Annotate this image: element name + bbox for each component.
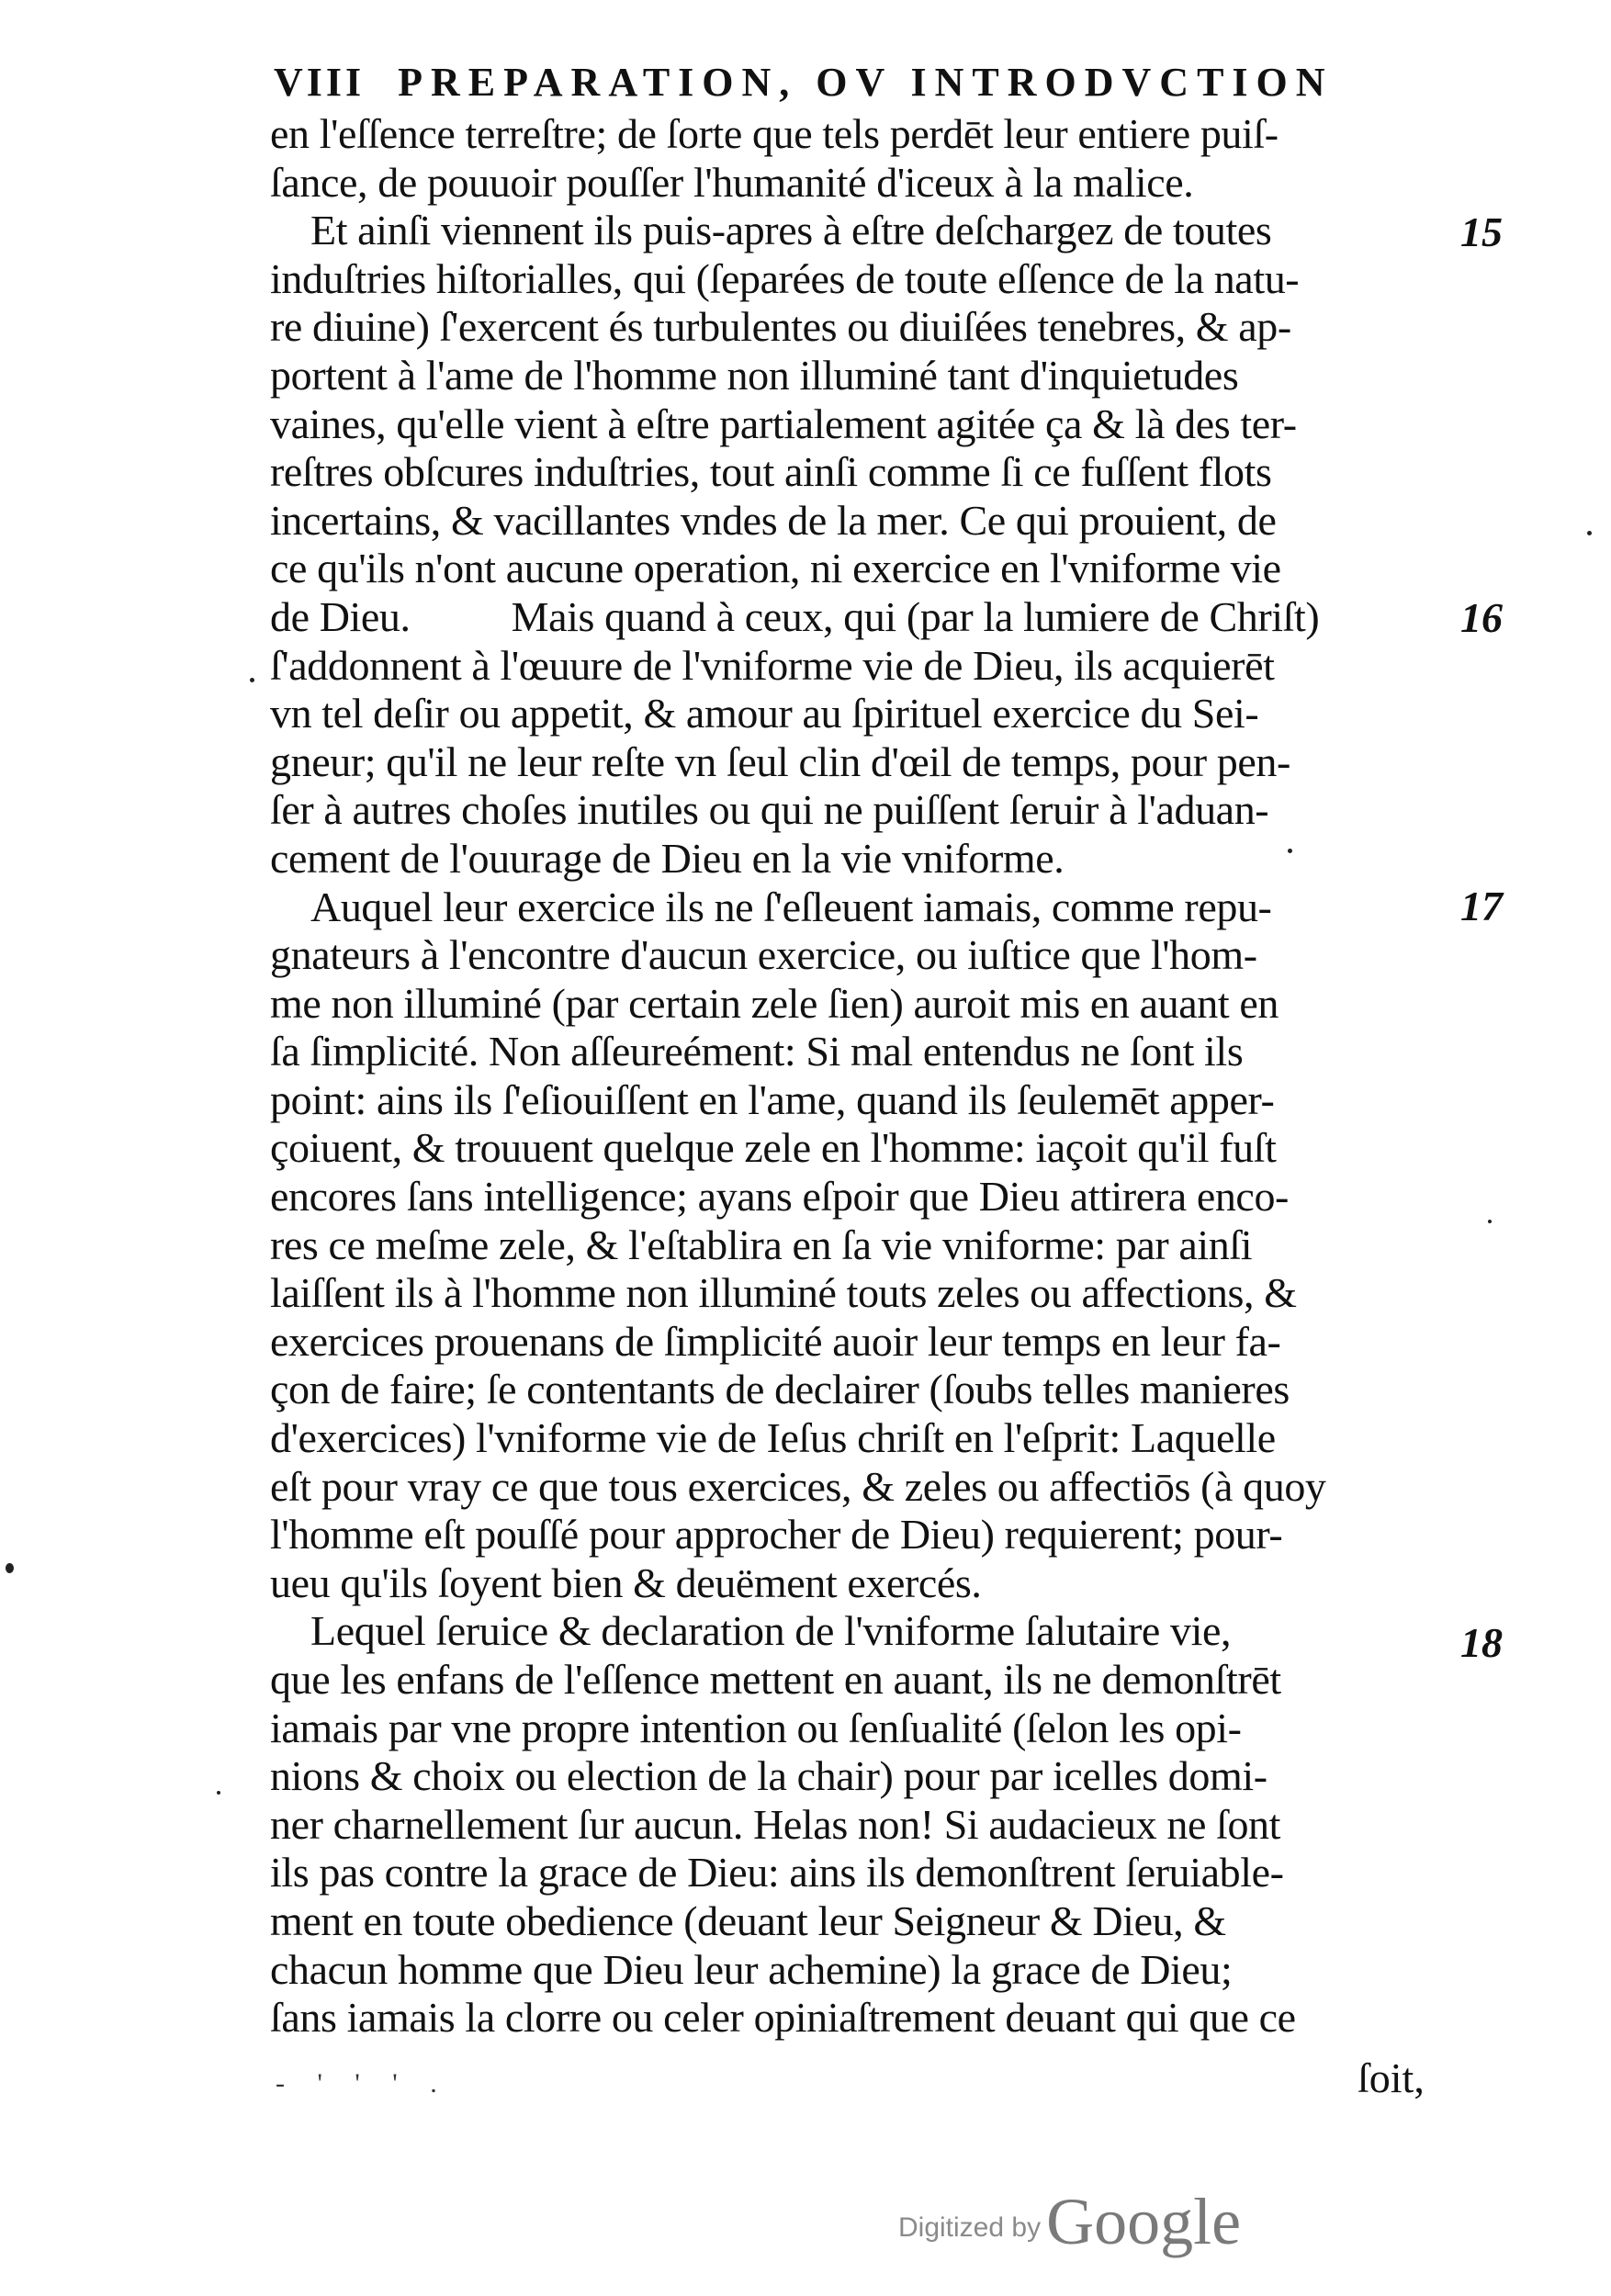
text-line: nions & choix ou election de la chair) pour par icelles domi- xyxy=(270,1752,1267,1800)
text-line-split xyxy=(270,593,1446,642)
ink-speck xyxy=(1587,531,1592,535)
ink-speck xyxy=(217,1791,220,1795)
running-head xyxy=(274,59,1334,114)
watermark-prefix: Digitized by xyxy=(898,2212,1042,2243)
text-line: ner charnellement ſur aucun. Helas non! Si audacieux ne ſont xyxy=(270,1800,1281,1848)
text-line: gneur; qu'il ne leur reſte vn ſeul clin d'œil de temps, pour pen- xyxy=(270,737,1290,785)
text-line: point: ains ils ſ'eſiouiſſent en l'ame, quand ils ſeulemēt apper- xyxy=(270,1075,1275,1123)
text-line: ment en toute obedience (deuant leur Seigneur & Dieu, & xyxy=(270,1896,1226,1944)
text-line: iamais par vne propre intention ou ſenſualité (ſelon les opi- xyxy=(270,1704,1242,1751)
ink-speck xyxy=(1288,849,1292,853)
text-line: l'homme eſt pouſſé pour approcher de Dieu) requierent; pour- xyxy=(270,1511,1283,1559)
text-line: portent à l'ame de l'homme non illuminé tant d'inquietudes xyxy=(270,351,1239,399)
text-line: que les enfans de l'eſſence mettent en auant, ils ne demonſtrēt xyxy=(270,1656,1281,1703)
text-line: encores ſans intelligence; ayans eſpoir que Dieu attirera enco- xyxy=(270,1173,1289,1221)
text-line: ſans iamais la clorre ou celer opiniaſtrement deuant qui que ce xyxy=(270,1994,1296,2042)
text-line: ce qu'ils n'ont aucune operation, ni exercice en l'vniforme vie xyxy=(270,545,1281,592)
text-line: ſa ſimplicité. Non aſſeureément: Si mal entendus ne ſont ils xyxy=(270,1028,1244,1075)
text-line: cement de l'ouurage de Dieu en la vie vniforme. xyxy=(270,834,1065,882)
text-line: gnateurs à l'encontre d'aucun exercice, ou iuſtice que l'hom- xyxy=(270,931,1257,979)
text-line: chacun homme que Dieu leur achemine) la grace de Dieu; xyxy=(270,1945,1233,1993)
google-logo: Google xyxy=(1046,2185,1242,2258)
margin-verse-number: 16 xyxy=(1460,594,1503,641)
text-line: laiſſent ils à l'homme non illuminé touts zeles ou affections, & xyxy=(270,1269,1297,1317)
text-line-part: de Dieu. xyxy=(270,592,411,640)
text-line: çoiuent, & trouuent quelque zele en l'homme: iaçoit qu'il fuſt xyxy=(270,1124,1277,1172)
text-line: ſ'addonnent à l'œuure de l'vniforme vie de Dieu, ils acquierēt xyxy=(270,641,1275,689)
ink-speck xyxy=(250,678,254,682)
text-line: Et ainſi viennent ils puis-apres à eſtre deſchargez de toutes xyxy=(310,207,1272,254)
stray-ink-marks: - ' ' ' . xyxy=(276,2068,450,2099)
text-line-part: Mais quand à ceux, qui (par la lumiere de Chriſt) xyxy=(511,592,1320,640)
text-line: çon de faire; ſe contentants de declairer (ſoubs telles manieres xyxy=(270,1366,1290,1413)
text-line: ſance, de pouuoir pouſſer l'humanité d'iceux à la malice. xyxy=(270,158,1194,206)
page-folio: VIII xyxy=(274,60,366,105)
text-line: me non illuminé (par certain zele ſien) auroit mis en auant en xyxy=(270,979,1279,1027)
text-line: reſtres obſcures induſtries, tout ainſi comme ſi ce fuſſent flots xyxy=(270,448,1272,496)
text-line: ueu qu'ils ſoyent bien & deuëment exercés. xyxy=(270,1559,982,1606)
running-head-title: PREPARATION, OV INTRODVCTION xyxy=(398,60,1334,105)
text-line: exercices prouenans de ſimplicité auoir leur temps en leur fa- xyxy=(270,1317,1281,1365)
text-line: en l'eſſence terreſtre; de ſorte que tels perdēt leur entiere puiſ- xyxy=(270,110,1279,157)
text-line: res ce meſme zele, & l'eſtablira en ſa vie vniforme: par ainſi xyxy=(270,1221,1253,1268)
text-line: induſtries hiſtorialles, qui (ſeparées de toute eſſence de la natu- xyxy=(270,254,1300,302)
digitization-watermark xyxy=(898,2184,1241,2260)
text-line: eſt pour vray ce que tous exercices, & zeles ou affectiōs (à quoy xyxy=(270,1462,1326,1510)
text-line: ſer à autres choſes inutiles ou qui ne puiſſent ſeruir à l'aduan- xyxy=(270,786,1269,834)
ink-speck xyxy=(1488,1220,1492,1223)
margin-verse-number: 15 xyxy=(1460,208,1503,255)
catchword: ſoit, xyxy=(1358,2054,1425,2101)
margin-verse-number: 17 xyxy=(1460,883,1503,929)
text-line: d'exercices) l'vniforme vie de Ieſus chriſt en l'eſprit: Laquelle xyxy=(270,1414,1276,1462)
ink-speck xyxy=(6,1563,14,1573)
text-line: Auquel leur exercice ils ne ſ'eſleuent iamais, comme repu- xyxy=(310,883,1272,930)
text-line: Lequel ſeruice & declaration de l'vniforme ſalutaire vie, xyxy=(310,1607,1232,1655)
text-line: vn tel deſir ou appetit, & amour au ſpirituel exercice du Sei- xyxy=(270,690,1259,737)
text-line: incertains, & vacillantes vndes de la mer. Ce qui prouient, de xyxy=(270,496,1277,544)
text-line: vaines, qu'elle vient à eſtre partialement agitée ça & là des ter- xyxy=(270,400,1297,447)
text-line: ils pas contre la grace de Dieu: ains ils demonſtrent ſeruiable- xyxy=(270,1849,1284,1896)
text-block xyxy=(270,110,1446,2043)
text-line: re diuine) ſ'exercent és turbulentes ou diuiſées tenebres, & ap- xyxy=(270,303,1291,351)
margin-verse-number: 18 xyxy=(1460,1619,1503,1666)
